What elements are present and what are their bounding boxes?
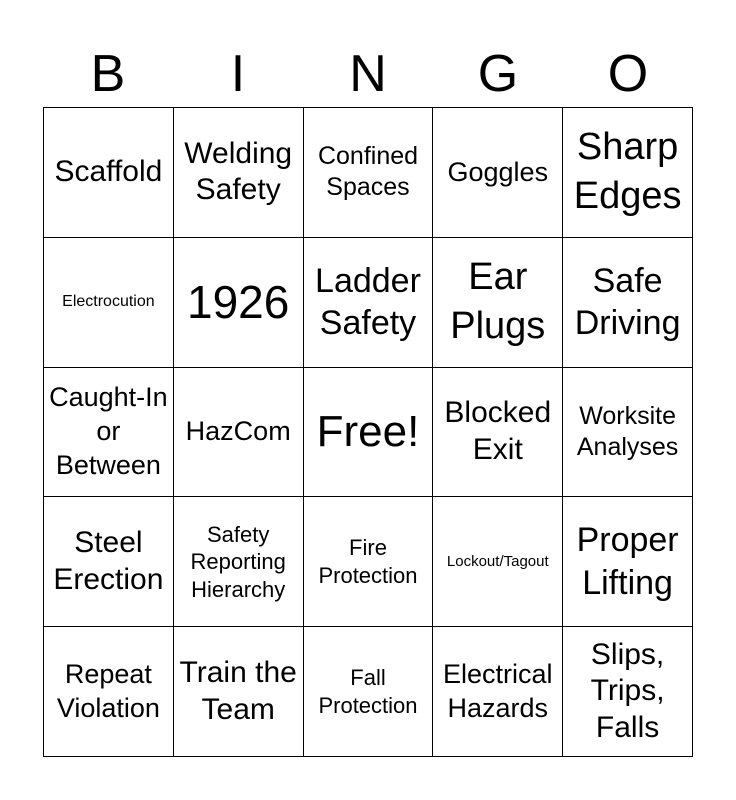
cell-label: Sharp Edges [573, 126, 682, 218]
cell-label: Welding Safety [184, 136, 293, 207]
bingo-cell[interactable] [563, 238, 693, 368]
bingo-cell[interactable] [433, 108, 563, 238]
cell-label: Fall Protection [318, 665, 418, 718]
cell-label: Worksite Analyses [576, 401, 679, 461]
bingo-card [43, 107, 693, 757]
bingo-cell[interactable] [563, 497, 693, 627]
bingo-cell[interactable] [304, 497, 434, 627]
cell-label: Repeat Violation [56, 658, 160, 723]
cell-label: Scaffold [54, 155, 163, 189]
bingo-cell[interactable] [44, 368, 174, 498]
cell-label: 1926 [187, 276, 290, 329]
bingo-cell[interactable] [174, 627, 304, 757]
bingo-cell[interactable] [433, 497, 563, 627]
cell-label: Steel Erection [53, 526, 164, 596]
bingo-cell[interactable] [44, 627, 174, 757]
cell-label: Electrical Hazards [443, 658, 553, 723]
free-space-label: Free! [316, 406, 420, 456]
bingo-cell[interactable] [563, 627, 693, 757]
bingo-cell[interactable] [174, 238, 304, 368]
cell-label: Caught-In or Between [49, 382, 168, 480]
free-space-cell[interactable] [304, 368, 434, 498]
header-letter-i: I [230, 45, 246, 103]
bingo-cell[interactable] [563, 368, 693, 498]
bingo-cell[interactable] [174, 108, 304, 238]
cell-label: Ladder Safety [315, 261, 421, 343]
cell-label: Blocked Exit [444, 396, 552, 466]
cell-label: Confined Spaces [317, 142, 419, 202]
header-letter-b: B [90, 45, 126, 103]
bingo-cell[interactable] [174, 368, 304, 498]
cell-label: Goggles [447, 156, 549, 187]
bingo-cell[interactable] [174, 497, 304, 627]
cell-label: Electrocution [62, 293, 155, 310]
cell-label: Ear Plugs [450, 255, 546, 348]
cell-label: Safety Reporting Hierarchy [190, 521, 286, 602]
bingo-cell[interactable] [44, 497, 174, 627]
header-letter-o: O [607, 45, 649, 103]
bingo-cell[interactable] [44, 238, 174, 368]
bingo-cell[interactable] [304, 627, 434, 757]
bingo-cell[interactable] [433, 627, 563, 757]
bingo-cell[interactable] [433, 368, 563, 498]
cell-label: Slips, Trips, Falls [590, 637, 665, 744]
bingo-cell[interactable] [304, 238, 434, 368]
bingo-cell[interactable] [304, 108, 434, 238]
bingo-cell[interactable] [44, 108, 174, 238]
bingo-cell[interactable] [433, 238, 563, 368]
cell-label: Fire Protection [318, 535, 418, 588]
cell-label: HazCom [185, 416, 291, 447]
bingo-header [43, 40, 693, 108]
cell-label: Train the Team [179, 656, 297, 726]
cell-label: Proper Lifting [576, 521, 679, 602]
header-letter-n: N [349, 45, 387, 103]
cell-label: Safe Driving [574, 261, 681, 343]
bingo-cell[interactable] [563, 108, 693, 238]
cell-label: Lockout/Tagout [446, 553, 549, 571]
header-letter-g: G [477, 45, 519, 103]
